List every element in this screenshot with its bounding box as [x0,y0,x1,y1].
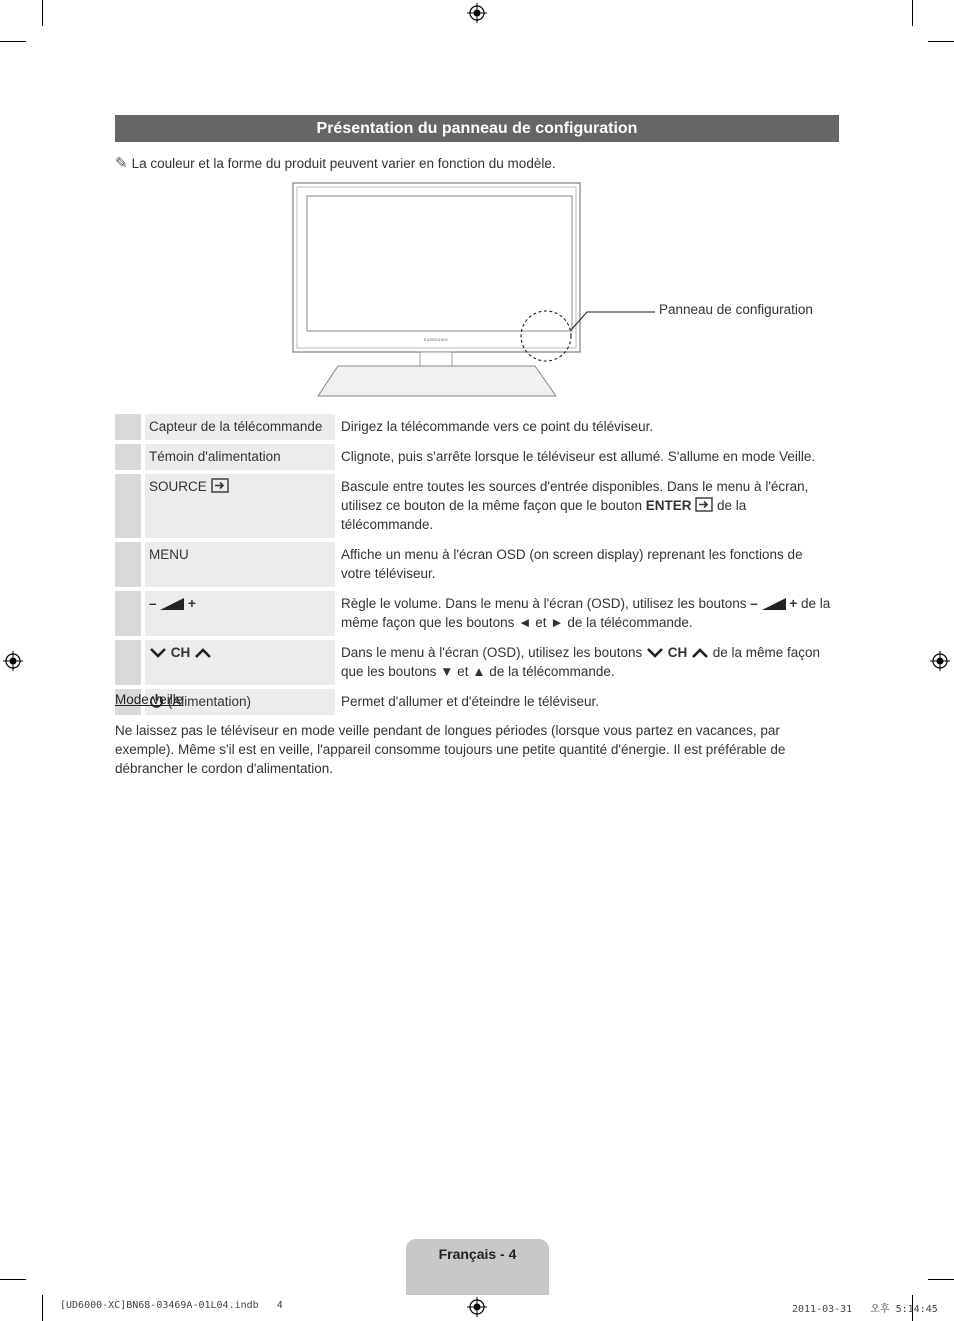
chevron-up-icon [691,647,709,659]
row-name: Témoin d'alimentation [141,444,335,470]
registration-mark-icon [930,651,950,671]
crop-mark [0,1279,26,1280]
print-slug-file: [UD6000-XC]BN68-03469A-01L04.indb 4 [60,1300,283,1311]
tv-illustration [290,182,830,402]
row-desc: Bascule entre toutes les sources d'entrée disponibles. Dans le menu à l'écran, utilisez ce bouton de la même façon que le bouton ENTER de la télécommande. [341,479,809,532]
model-note [115,154,556,172]
table-row [115,640,839,685]
tv-brand: SAMSUNG [423,337,449,342]
volume-icon [160,598,184,610]
crop-mark [42,0,43,26]
table-row [115,591,839,636]
registration-mark-icon [3,651,23,671]
table-row [115,689,839,715]
mode-veille-title: Mode veille [115,692,184,707]
page-number: Français - 4 [438,1246,517,1262]
crop-mark [912,0,913,26]
row-name: – + [141,591,335,636]
row-name: CH [141,640,335,685]
row-desc: Dans le menu à l'écran (OSD), utilisez les boutons CH de la même façon que les boutons ▼ et ▲ de la télécommande. [341,645,821,679]
table-row [115,542,839,587]
section-title: Présentation du panneau de configuration [115,115,839,142]
volume-icon [762,598,786,610]
callout-label: Panneau de configuration [659,302,813,317]
registration-mark-icon [467,3,487,23]
row-name [141,474,335,538]
source-label: SOURCE [149,479,207,494]
table-row [115,444,839,470]
chevron-down-icon [646,647,664,659]
row-desc: Permet d'allumer et d'éteindre le téléviseur. [341,694,600,709]
chevron-up-icon [194,647,212,659]
table-row [115,414,839,440]
pencil-icon: ✎ [115,155,128,172]
note-text: La couleur et la forme du produit peuvent varier en fonction du modèle. [131,156,556,171]
row-desc: Clignote, puis s'arrête lorsque le téléviseur est allumé. S'allume en mode Veille. [341,449,816,464]
row-desc: Affiche un menu à l'écran OSD (on screen display) reprenant les fonctions de votre téléviseur. [341,547,803,581]
crop-mark [0,41,26,42]
row-desc: Dirigez la télécommande vers ce point du téléviseur. [341,419,654,434]
registration-mark-icon [467,1297,487,1317]
table-row [115,474,839,538]
crop-mark [42,1295,43,1321]
print-slug-date: 2011-03-31 오후 5:14:45 [792,1304,938,1315]
crop-mark [928,41,954,42]
row-name: (Alimentation) [141,689,335,715]
row-desc: Règle le volume. Dans le menu à l'écran (OSD), utilisez les boutons – + de la même façon que les boutons ◄ et ► de la télécommande. [341,596,831,630]
row-name: Capteur de la télécommande [141,414,335,440]
source-icon [211,478,229,493]
source-icon [695,497,713,512]
control-table [115,410,839,719]
mode-veille-text: Ne laissez pas le téléviseur en mode veille pendant de longues périodes (lorsque vous partez en vacances, par exemple). Même s'il est en veille, l'appareil consomme toujours une petite quantité d'énergie. Il est préférable de débrancher le cordon d'alimentation. [115,723,786,776]
crop-mark [928,1279,954,1280]
row-name: MENU [141,542,335,587]
chevron-down-icon [149,647,167,659]
